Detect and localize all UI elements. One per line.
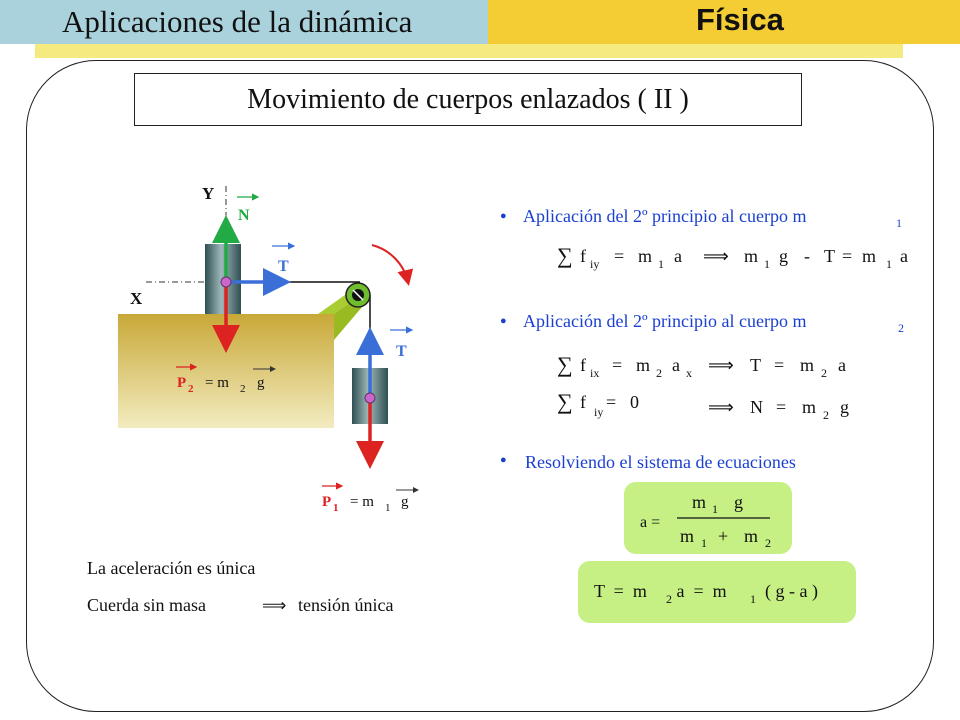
result-a-lhs: a = [640, 514, 661, 531]
s1-fsub: iy [590, 257, 600, 271]
s2-f1: f [580, 355, 586, 375]
result-a-num-g: g [734, 492, 743, 512]
section1-heading-sub: 1 [896, 216, 902, 230]
result-T-part1: T = m [594, 581, 647, 601]
note-acceleration: La aceleración es única [87, 558, 256, 578]
tension1-label: T [396, 343, 407, 360]
s1-rhs-g: g [779, 246, 788, 266]
note-rope-b: tensión única [298, 595, 394, 615]
p2-eq: = m [205, 375, 229, 391]
header-title: Aplicaciones de la dinámica [62, 4, 413, 39]
bullet-1: ● [500, 210, 507, 222]
result-a-den-sub2: 2 [765, 536, 771, 550]
s1-sum: ∑ [557, 243, 573, 268]
result-a-num-m: m [692, 492, 707, 512]
p2-sub: 2 [188, 383, 194, 395]
s2-f2sub: iy [594, 405, 604, 419]
s1-implies: ⟹ [703, 246, 729, 266]
result-T-sub2: 1 [750, 592, 756, 606]
s2-rhs-N: N [750, 397, 763, 417]
header-subject: Física [696, 2, 784, 37]
s2-implies2: ⟹ [708, 397, 734, 417]
s2-rhs-eq2: = [776, 397, 787, 417]
s1-rhs-msub: 1 [764, 257, 770, 271]
s2-sum2: ∑ [557, 389, 573, 414]
s1-a: a [674, 246, 682, 266]
s2-rhs-a1: a [838, 355, 846, 375]
s2-sum1: ∑ [557, 352, 573, 377]
p2-msub: 2 [240, 383, 246, 395]
section1-heading: Aplicación del 2º principio al cuerpo m [523, 206, 807, 226]
s2-eq1: = [612, 355, 623, 375]
result-a-den-sub1: 1 [701, 536, 707, 550]
s1-rhs-m2: m [862, 246, 877, 266]
result-a-den-m2: m [744, 526, 759, 546]
result-T-part2: a = m [672, 581, 727, 601]
note-implies: ⟹ [262, 596, 287, 615]
s1-rhs-minus: - [804, 246, 810, 266]
s2-rhs-T: T [750, 355, 761, 375]
s1-eq1: = [614, 246, 625, 266]
result-T-part3: ( g - a ) [756, 581, 818, 601]
bullet-2: ● [500, 315, 507, 327]
result-T-sub1: 2 [666, 592, 672, 606]
s1-msub: 1 [658, 257, 664, 271]
result-a-den-plus: + [718, 526, 729, 546]
p1-eq: = m [350, 494, 374, 510]
s2-f1sub: ix [590, 366, 600, 380]
s2-rhs-eq1: = [774, 355, 785, 375]
tension2-label: T [278, 258, 289, 275]
s2-rhs-m1sub: 2 [821, 366, 827, 380]
note-rope-a: Cuerda sin masa [87, 595, 206, 615]
s2-rhs-m1: m [800, 355, 815, 375]
s1-rhs-m2sub: 1 [886, 257, 892, 271]
bullet-3: ● [500, 454, 507, 466]
p1-g: g [401, 494, 409, 510]
p1-msub: 1 [385, 502, 391, 514]
x-axis-label: X [130, 289, 143, 308]
p1-symbol: P [322, 494, 332, 510]
s2-rhs-m2sub: 2 [823, 408, 829, 422]
p1-sub: 1 [333, 502, 339, 514]
s2-eq2: = [606, 392, 617, 412]
p2-symbol: P [177, 375, 187, 391]
result-a-num-sub: 1 [712, 502, 718, 516]
s2-f2: f [580, 392, 586, 412]
s2-m1sub: 2 [656, 366, 662, 380]
s1-rhs-T: T [824, 246, 835, 266]
s1-rhs-eq: = [842, 246, 853, 266]
section3-heading: Resolviendo el sistema de ecuaciones [525, 452, 796, 472]
result-a-den-m1: m [680, 526, 695, 546]
s2-a1sub: x [686, 366, 692, 380]
section2-heading: Aplicación del 2º principio al cuerpo m [523, 311, 807, 331]
s1-rhs-m: m [744, 246, 759, 266]
section2-heading-sub: 2 [898, 321, 904, 335]
s2-rhs-g: g [840, 397, 849, 417]
body1-center [365, 393, 375, 403]
s1-rhs-a: a [900, 246, 908, 266]
p2-g: g [257, 375, 265, 391]
s2-a1: a [672, 355, 680, 375]
s2-zero: 0 [630, 392, 639, 412]
s1-m: m [638, 246, 653, 266]
s2-m1: m [636, 355, 651, 375]
normal-label: N [238, 207, 250, 224]
s1-f: f [580, 246, 586, 266]
y-axis-label: Y [202, 184, 215, 203]
slide-title: Movimiento de cuerpos enlazados ( II ) [134, 73, 802, 126]
body2-center [221, 277, 231, 287]
rotation-arrow [372, 245, 408, 282]
s2-implies1: ⟹ [708, 355, 734, 375]
s2-rhs-m2: m [802, 397, 817, 417]
